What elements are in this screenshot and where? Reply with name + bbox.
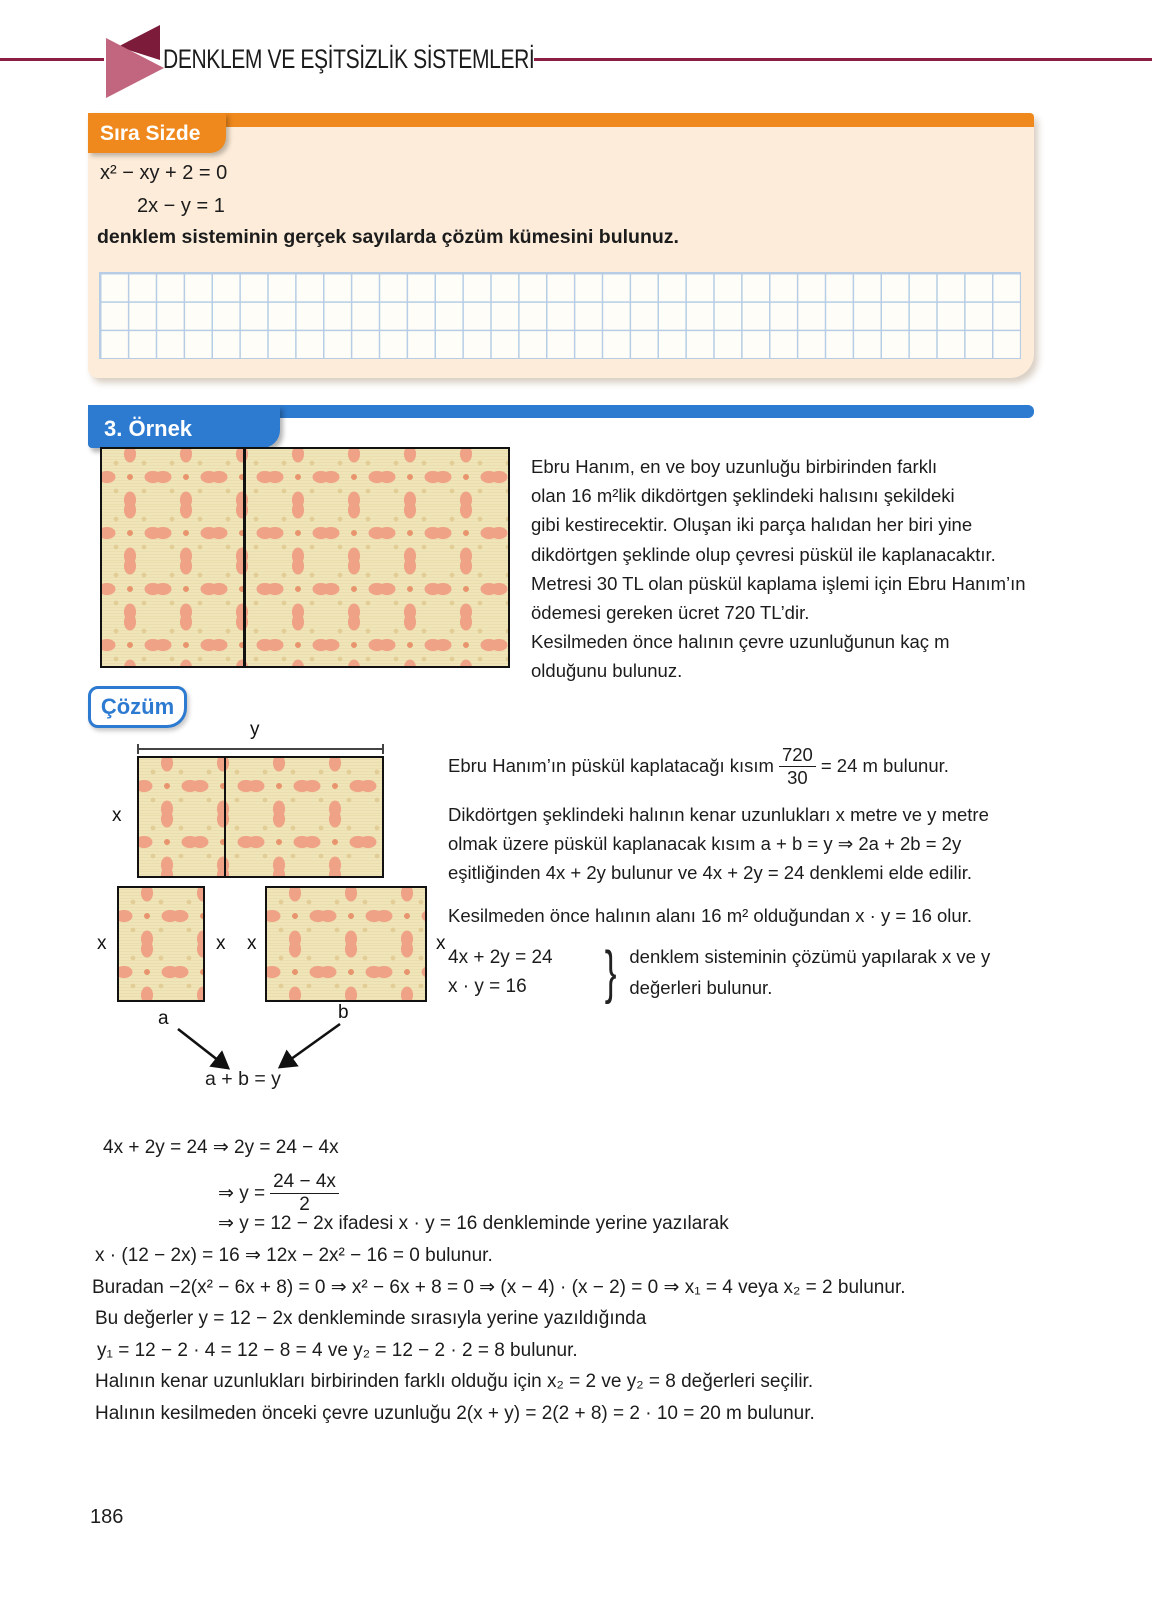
system-equation-1: 4x + 2y = 24 xyxy=(448,946,553,968)
header-rule-right xyxy=(534,58,1152,61)
diagram-x-label-top: x xyxy=(112,805,122,826)
derivation-line-3: ⇒ y = 12 − 2x ifadesi x · y = 16 denkleminde yerine yazılarak xyxy=(218,1213,729,1234)
diagram-carpet-piece-b xyxy=(265,886,427,1002)
derivation-line-8: Halının kenar uzunlukları birbirinden farklı olduğu için x₂ = 2 ve y₂ = 8 değerleri seçilir. xyxy=(95,1371,814,1392)
diagram-x-label-a-left: x xyxy=(97,933,107,954)
cozum-para-line: Dikdörtgen şeklindeki halının kenar uzunlukları x metre ve y metre xyxy=(448,804,989,825)
fraction-24-4x-2 xyxy=(270,1171,339,1216)
problem-line: ödemesi gereken ücret 720 TL’dir. xyxy=(531,602,810,624)
fraction-denominator: 30 xyxy=(787,766,808,788)
problem-line: olan 16 m²lik dikdörtgen şeklindeki halısını şekildeki xyxy=(531,485,955,507)
derivation-line-1: 4x + 2y = 24 ⇒ 2y = 24 − 4x xyxy=(103,1137,339,1158)
diagram-a-label: a xyxy=(158,1008,169,1029)
diagram-sum-equation: a + b = y xyxy=(205,1068,281,1090)
problem-line: Metresi 30 TL olan püskül kaplama işlemi için Ebru Hanım’ın xyxy=(531,572,1026,594)
cozum-intro-line xyxy=(448,740,1048,792)
system-text-2: değerleri bulunur. xyxy=(629,976,773,998)
system-text-1: denklem sisteminin çözümü yapılarak x ve y xyxy=(629,945,991,967)
cozum-para-line: eşitliğinden 4x + 2y bulunur ve 4x + 2y = 24 denklemi elde edilir. xyxy=(448,862,972,883)
page-number: 186 xyxy=(90,1506,124,1528)
ornek-tab xyxy=(88,405,280,448)
diagram-b-label: b xyxy=(338,1002,349,1023)
system-equation-2: x · y = 16 xyxy=(448,975,527,997)
cozum-para-line: olmak üzere püskül kaplanacak kısım a + b = y ⇒ 2a + 2b = 2y xyxy=(448,833,962,854)
fraction-denominator: 2 xyxy=(299,1193,310,1215)
diagram-width-label: y xyxy=(250,719,260,740)
sira-sizde-topbar xyxy=(88,113,1034,127)
cozum-badge-label: Çözüm xyxy=(100,694,175,719)
diagram-x-label-a-right: x xyxy=(216,933,226,954)
diagram-x-label-b-left: x xyxy=(247,933,257,954)
ornek-tab-label: 3. Örnek xyxy=(104,415,193,441)
cozum-badge xyxy=(88,686,187,728)
diagram-cut-line xyxy=(224,758,227,876)
derivation-line-4: x · (12 − 2x) = 16 ⇒ 12x − 2x² − 16 = 0 bulunur. xyxy=(95,1245,493,1266)
fraction-numerator: 720 xyxy=(779,744,816,766)
derivation-line-2 xyxy=(218,1168,344,1218)
problem-line: Kesilmeden önce halının çevre uzunluğunun kaç m xyxy=(531,631,950,653)
intro-after: = 24 m bulunur. xyxy=(820,755,949,776)
problem-line: olduğunu bulunuz. xyxy=(531,660,683,682)
cozum-area-line: Kesilmeden önce halının alanı 16 m² olduğundan x · y = 16 olur. xyxy=(448,905,972,926)
derivation-line-5: Buradan −2(x² − 6x + 8) = 0 ⇒ x² − 6x + 8 = 0 ⇒ (x − 4) · (x − 2) = 0 ⇒ x₁ = 4 veya x₂ = 2 bulunur. xyxy=(92,1277,906,1298)
ornek-problem-text xyxy=(531,452,1046,686)
system-equations xyxy=(448,947,600,998)
diagram-x-label-b-right: x xyxy=(436,933,446,954)
intro-before: Ebru Hanım’ın püskül kaplatacağı kısım xyxy=(448,755,774,776)
sira-sizde-tab-label: Sıra Sizde xyxy=(100,122,201,145)
derivation-line-6: Bu değerler y = 12 − 2x denkleminde sırasıyla yerine yazıldığında xyxy=(95,1308,647,1329)
chapter-title: DENKLEM VE EŞİTSİZLİK SİSTEMLERİ xyxy=(163,44,535,74)
system-brace: } xyxy=(604,938,617,1006)
problem-line: gibi kestirecektir. Oluşan iki parça halıdan her biri yine xyxy=(531,514,973,536)
fraction-numerator: 24 − 4x xyxy=(270,1171,339,1194)
cozum-paragraph xyxy=(448,800,1048,887)
carpet-image xyxy=(100,447,510,668)
derivation-line-7: y₁ = 12 − 2 · 4 = 12 − 8 = 4 ve y₂ = 12 − 2 · 2 = 8 bulunur. xyxy=(97,1340,578,1361)
system-texts xyxy=(629,946,990,999)
equation-system xyxy=(448,935,1048,1009)
problem-line: Ebru Hanım, en ve boy uzunluğu birbirinden farklı xyxy=(531,456,938,477)
derivation-line-2-prefix: ⇒ y = xyxy=(218,1182,266,1204)
exercise-equation-1: x² − xy + 2 = 0 xyxy=(100,162,228,184)
exercise-equation-2: 2x − y = 1 xyxy=(137,195,225,217)
cozum-text-column xyxy=(448,740,1048,1009)
diagram-dimension-line xyxy=(137,748,384,750)
worksheet-grid[interactable] xyxy=(99,272,1021,359)
derivation-line-9: Halının kesilmeden önceki çevre uzunluğu 2(x + y) = 2(2 + 8) = 2 · 10 = 20 m bulunur. xyxy=(95,1403,815,1424)
sira-sizde-tab xyxy=(88,113,226,153)
header-rule-left xyxy=(0,58,104,61)
carpet-cut-line xyxy=(243,449,246,666)
problem-line: dikdörtgen şeklinde olup çevresi püskül ile kaplanacaktır. xyxy=(531,543,996,565)
fraction-720-30 xyxy=(779,744,816,788)
diagram-carpet-whole xyxy=(137,756,384,878)
diagram-carpet-piece-a xyxy=(117,886,205,1002)
exercise-prompt: denklem sisteminin gerçek sayılarda çözüm kümesini bulunuz. xyxy=(97,226,679,248)
